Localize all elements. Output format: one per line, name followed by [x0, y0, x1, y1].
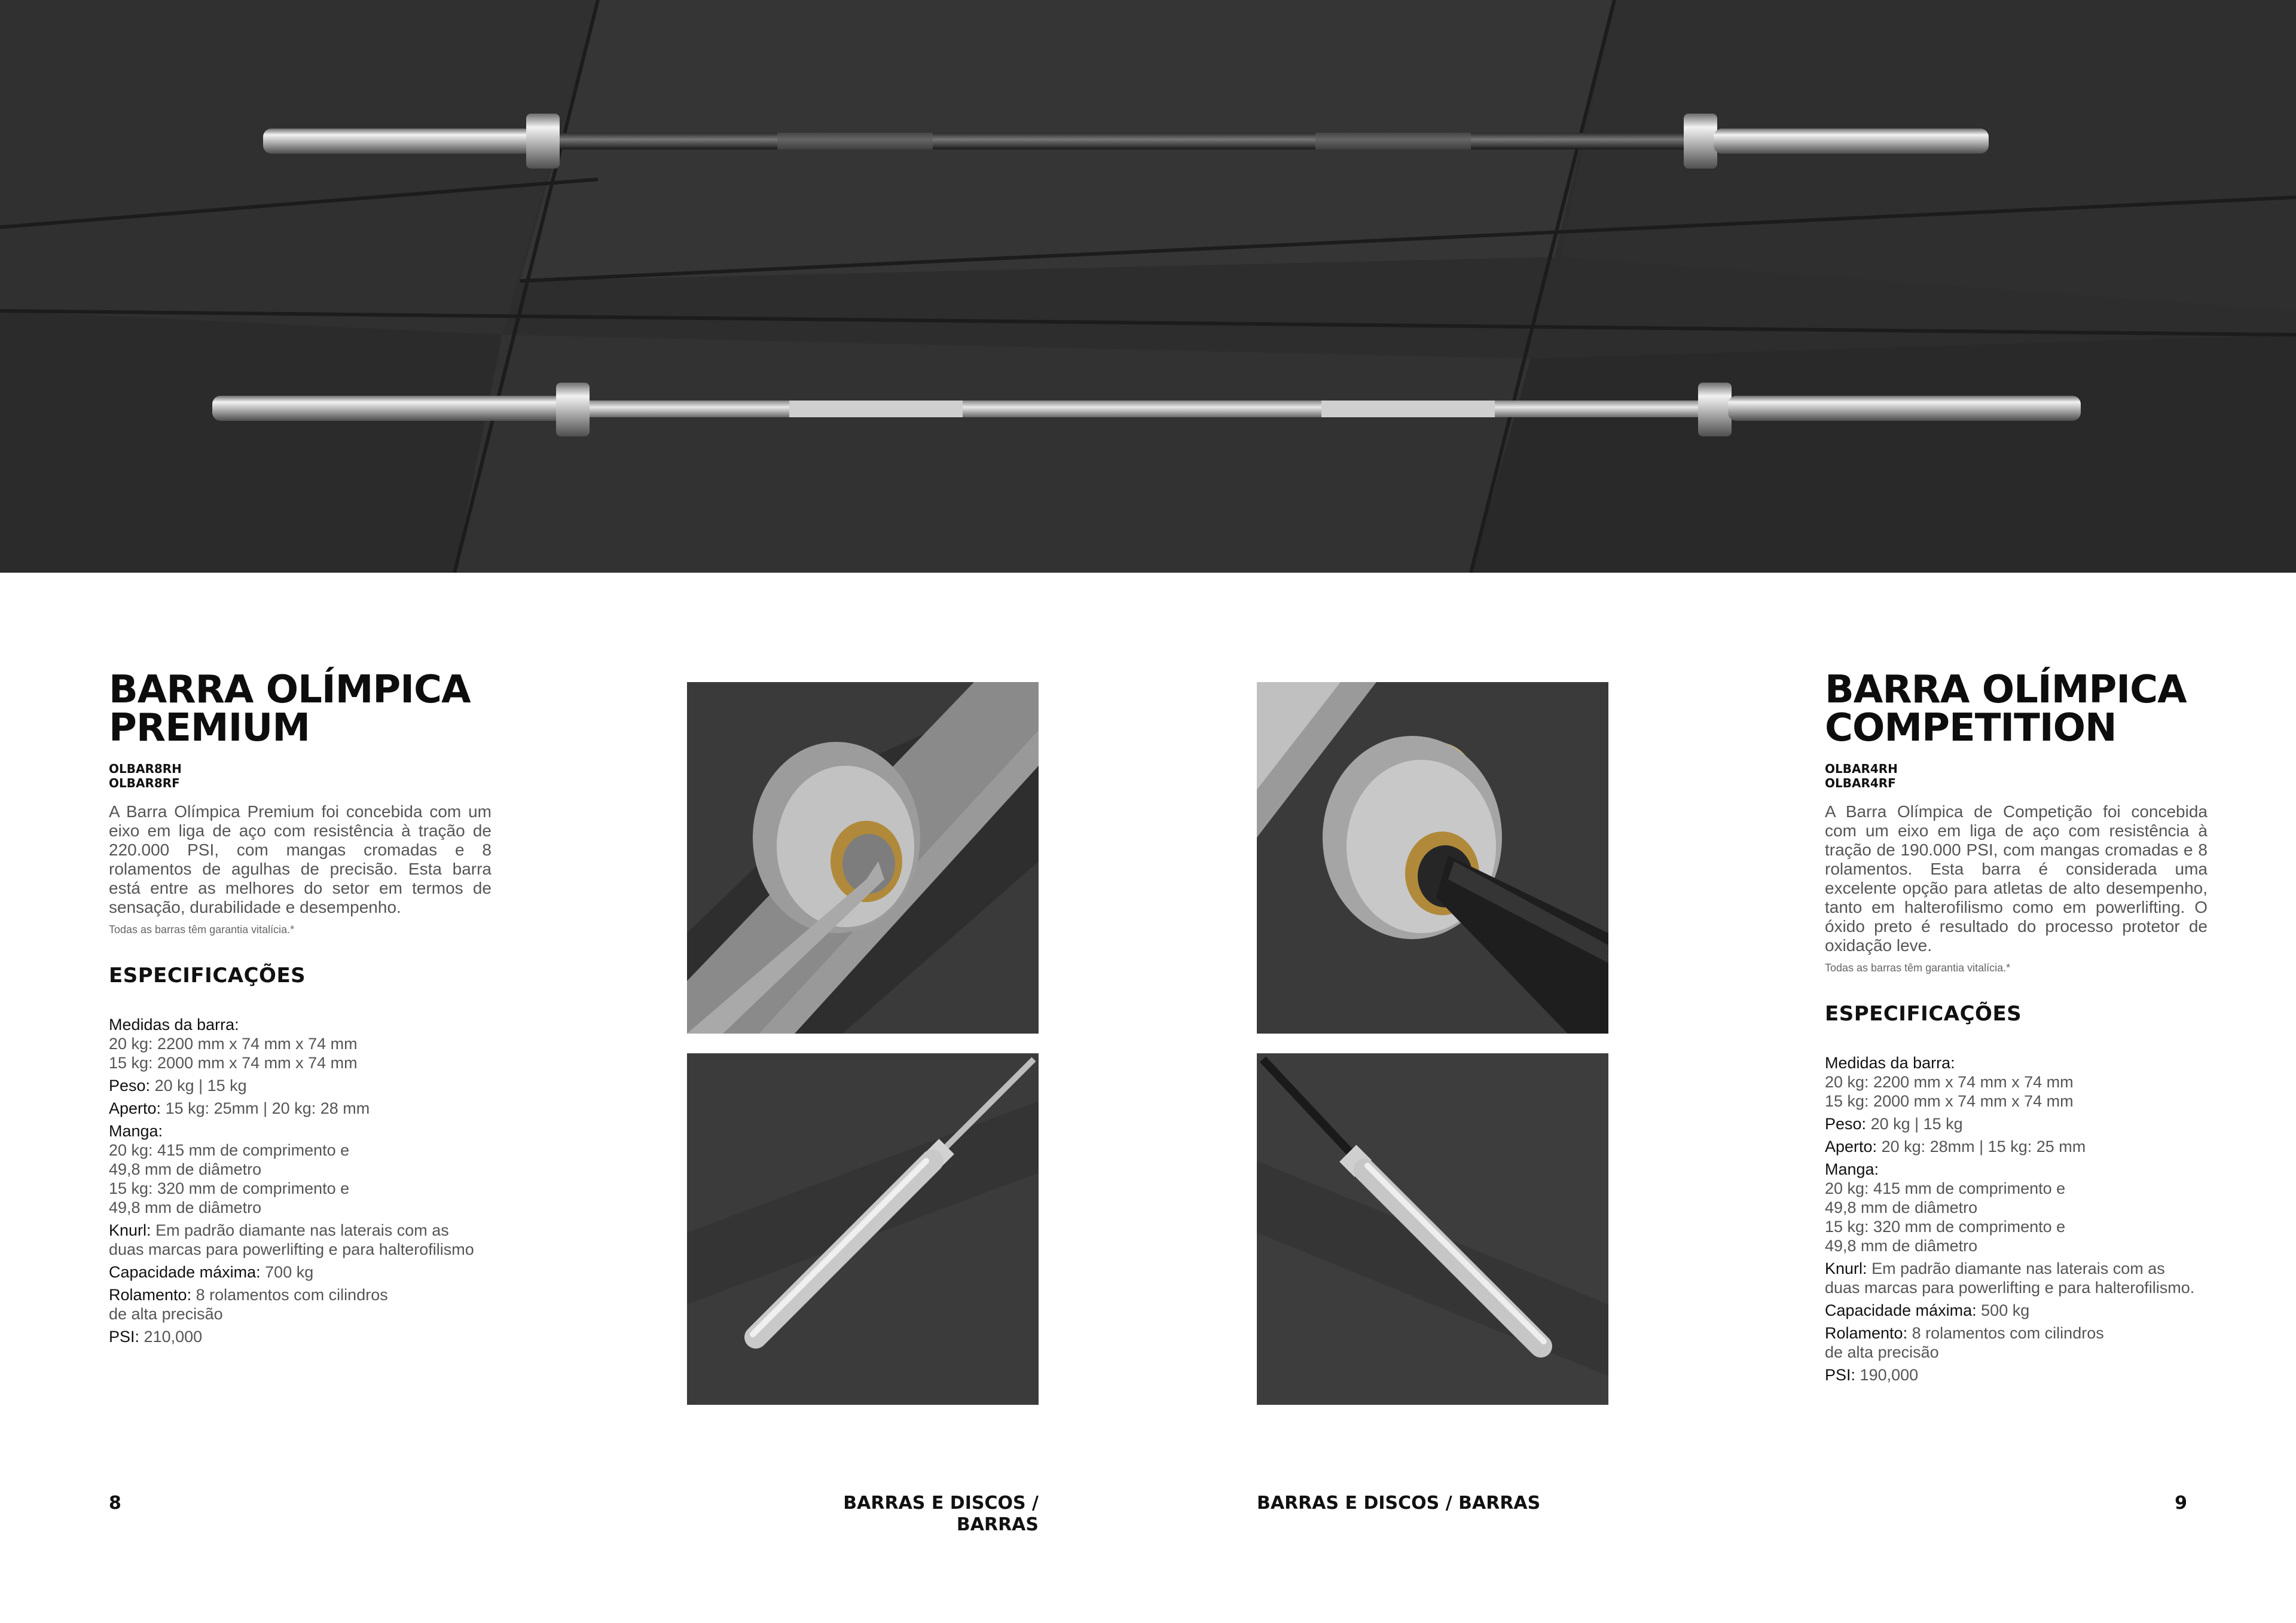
- title-line-2: COMPETITION: [1825, 706, 2117, 750]
- spec-sleeve: Manga: 20 kg: 415 mm de comprimento e 49,8 mm de diâmetro 15 kg: 320 mm de comprimento e 49,8 mm de diâmetro: [1825, 1160, 2066, 1255]
- photo-competition-bar-diagonal: [1257, 1053, 1608, 1405]
- spec-psi: PSI: 210,000: [109, 1328, 203, 1346]
- warranty-note: Todas as barras têm garantia vitalícia.*: [109, 924, 295, 936]
- product-code: OLBAR4RH: [1825, 762, 1898, 776]
- page-number-right: 9: [2175, 1493, 2187, 1514]
- product-premium-column: [109, 668, 491, 1350]
- spec-knurl: Knurl: Em padrão diamante nas laterais com as duas marcas para powerlifting e para halterofilismo: [109, 1221, 474, 1258]
- title-line-1: BARRA OLÍMPICA: [109, 668, 471, 712]
- warranty-note: Todas as barras têm garantia vitalícia.*: [1825, 962, 2011, 974]
- spec-capacity: Capacidade máxima: 500 kg: [1825, 1301, 2030, 1319]
- specs-list: [1825, 1053, 2208, 1384]
- product-code: OLBAR4RF: [1825, 776, 1896, 790]
- spec-weight: Peso: 20 kg | 15 kg: [109, 1077, 247, 1095]
- photo-competition-sleeve-closeup: [1257, 682, 1608, 1034]
- title-line-2: PREMIUM: [109, 706, 310, 750]
- spec-measures: Medidas da barra: 20 kg: 2200 mm x 74 mm x 74 mm 15 kg: 2000 mm x 74 mm x 74 mm: [1825, 1054, 2074, 1110]
- hero-photo-two-barbells: [0, 0, 2296, 573]
- section-label-left: BARRAS E DISCOS / BARRAS: [843, 1493, 1039, 1535]
- spec-psi: PSI: 190,000: [1825, 1366, 1919, 1384]
- product-competition-column: [1825, 668, 2208, 1388]
- page-number-left: 8: [109, 1493, 121, 1514]
- specs-list: [109, 1015, 491, 1346]
- spec-knurl: Knurl: Em padrão diamante nas laterais com as duas marcas para powerlifting e para halterofilismo.: [1825, 1260, 2195, 1297]
- product-code: OLBAR8RH: [109, 762, 182, 776]
- product-code: OLBAR8RF: [109, 776, 180, 790]
- spec-measures: Medidas da barra: 20 kg: 2200 mm x 74 mm x 74 mm 15 kg: 2000 mm x 74 mm x 74 mm: [109, 1016, 358, 1072]
- product-codes: [1825, 762, 2208, 790]
- product-title: [109, 668, 491, 750]
- spec-grip: Aperto: 15 kg: 25mm | 20 kg: 28 mm: [109, 1099, 370, 1117]
- spec-capacity: Capacidade máxima: 700 kg: [109, 1263, 314, 1281]
- specs-heading: ESPECIFICAÇÕES: [1825, 1002, 2022, 1026]
- product-description: A Barra Olímpica Premium foi concebida com um eixo em liga de aço com resistência à tração de 220.000 PSI, com mangas cromadas e 8 rolamentos de agulhas de precisão. Esta barra está entre as melhores do setor em termos de sensação, durabilidade e desempenho.: [109, 802, 491, 916]
- spec-bearing: Rolamento: 8 rolamentos com cilindros de alta precisão: [1825, 1324, 2104, 1361]
- title-line-1: BARRA OLÍMPICA: [1825, 668, 2187, 712]
- specs-heading: ESPECIFICAÇÕES: [109, 964, 306, 988]
- photo-premium-bar-diagonal: [687, 1053, 1039, 1405]
- spec-bearing: Rolamento: 8 rolamentos com cilindros de alta precisão: [109, 1286, 388, 1323]
- spec-weight: Peso: 20 kg | 15 kg: [1825, 1115, 1963, 1133]
- product-description: A Barra Olímpica de Competição foi concebida com um eixo em liga de aço com resistência à tração de 190.000 PSI, com mangas cromadas e 8 rolamentos. Esta barra é considerada uma excelente opção para atletas de alto desempenho, tanto em halterofilismo como em powerlifting. O óxido preto é resultado do processo protetor de oxidação leve.: [1825, 802, 2208, 955]
- section-label-right: BARRAS E DISCOS / BARRAS: [1257, 1493, 1541, 1514]
- spec-grip: Aperto: 20 kg: 28mm | 15 kg: 25 mm: [1825, 1138, 2086, 1156]
- spec-sleeve: Manga: 20 kg: 415 mm de comprimento e 49,8 mm de diâmetro 15 kg: 320 mm de comprimento e 49,8 mm de diâmetro: [109, 1122, 350, 1217]
- photo-premium-sleeve-closeup: [687, 682, 1039, 1034]
- product-title: [1825, 668, 2208, 750]
- product-codes: [109, 762, 491, 790]
